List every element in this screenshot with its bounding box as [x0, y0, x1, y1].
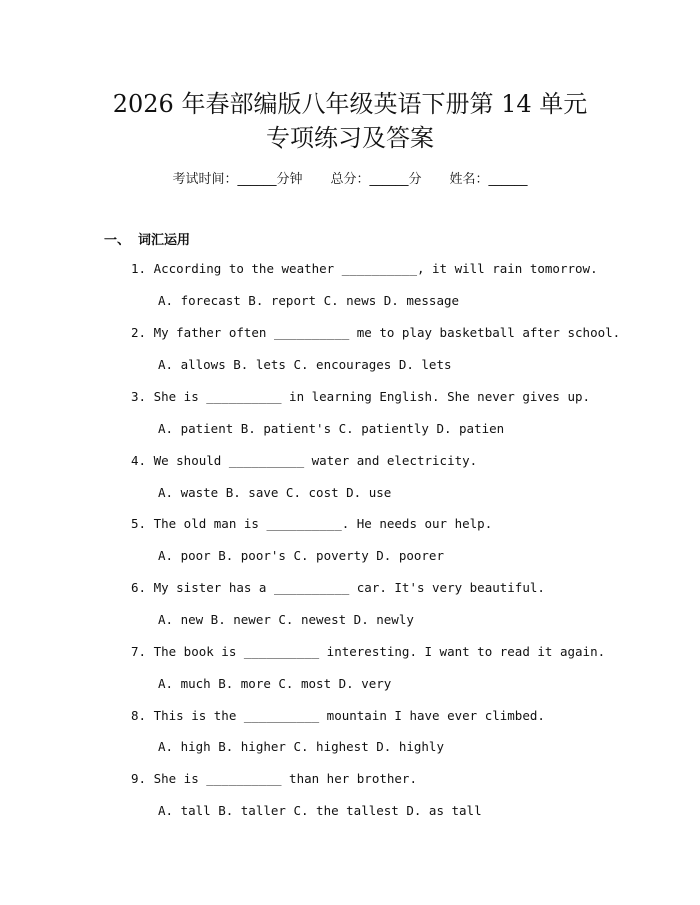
question-options: A. much B. more C. most D. very	[158, 676, 392, 691]
question-options: A. forecast B. report C. news D. message	[158, 293, 460, 308]
question-stem: 5. The old man is __________. He needs our help.	[131, 516, 493, 531]
question-stem: 7. The book is __________ interesting. I want to read it again.	[131, 644, 606, 659]
total-score-label: 总分：______分	[330, 172, 422, 187]
exam-time-label: 考试时间：______分钟	[172, 172, 303, 187]
section-number: 一、	[104, 233, 131, 248]
question-options: A. allows B. lets C. encourages D. lets	[158, 357, 452, 372]
question-options: A. high B. higher C. highest D. highly	[158, 739, 444, 754]
question-options: A. tall B. taller C. the tallest D. as tall	[158, 803, 482, 818]
question-options: A. poor B. poor's C. poverty D. poorer	[158, 548, 444, 563]
document-title-line-1: 2026 年春部编版八年级英语下册第 14 单元	[112, 90, 588, 118]
name-label: 姓名：______	[449, 172, 528, 187]
question-stem: 1. According to the weather __________, it will rain tomorrow.	[131, 261, 598, 276]
exam-info-line	[0, 168, 700, 187]
question-stem: 9. She is __________ than her brother.	[131, 771, 417, 786]
question-options: A. new B. newer C. newest D. newly	[158, 612, 414, 627]
question-stem: 8. This is the __________ mountain I have ever climbed.	[131, 708, 545, 723]
document-title-line-2: 专项练习及答案	[266, 124, 434, 152]
question-stem: 6. My sister has a __________ car. It's very beautiful.	[131, 580, 545, 595]
question-stem: 2. My father often __________ me to play basketball after school.	[131, 325, 621, 340]
question-stem: 3. She is __________ in learning English. She never gives up.	[131, 389, 591, 404]
question-options: A. patient B. patient's C. patiently D. patien	[158, 421, 505, 436]
section-heading	[104, 229, 190, 248]
question-options: A. waste B. save C. cost D. use	[158, 485, 392, 500]
section-title: 词汇运用	[138, 233, 191, 248]
question-stem: 4. We should __________ water and electricity.	[131, 453, 478, 468]
